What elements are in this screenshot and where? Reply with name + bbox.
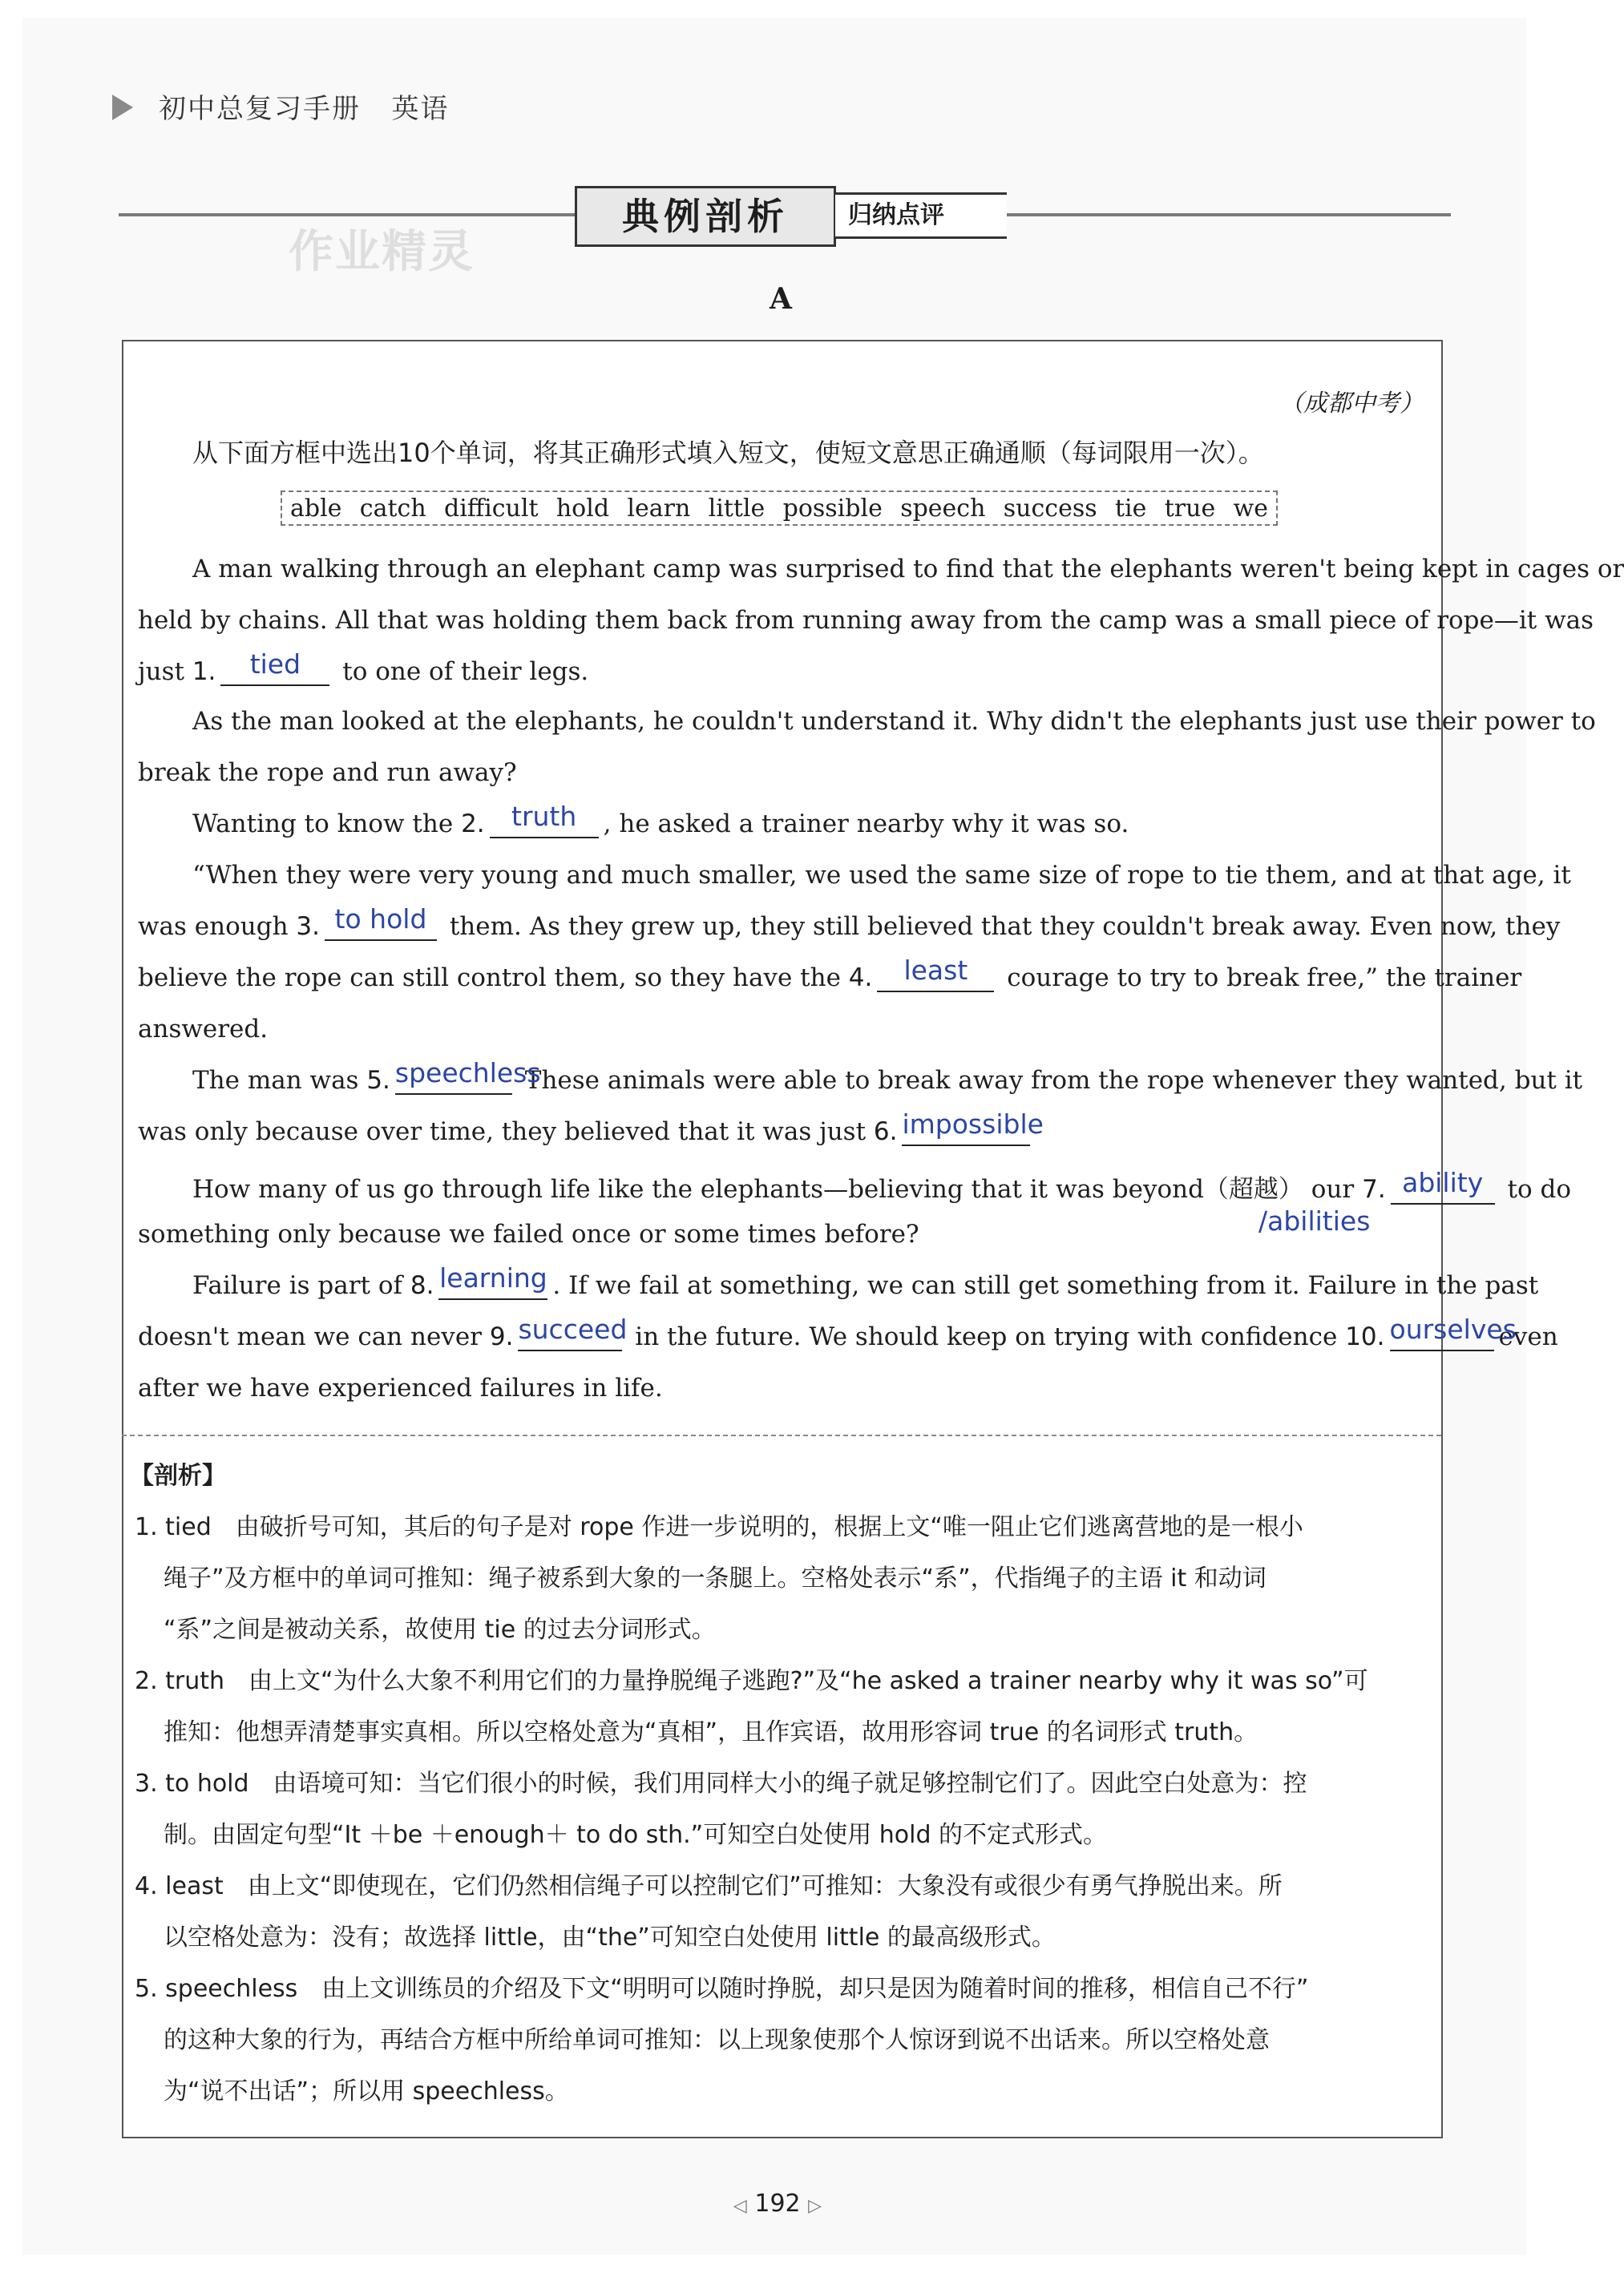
analysis-line: 推知：他想弄清楚事实真相。所以空格处意为“真相”，且作宾语，故用形容词 true 的名词形式 truth。 (164, 1718, 1258, 1746)
analysis-line: 4. least 由上文“即使现在，它们仍然相信绳子可以控制它们”可推知：大象没有或很少有勇气挣脱出来。所 (135, 1872, 1283, 1900)
section-subtitle: 归纳点评 (835, 192, 1007, 239)
passage-line: Wanting to know the 2. truth , he asked a trainer nearby why it was so. (192, 801, 1129, 838)
passage-line: doesn't mean we can never 9. succeed in the future. We should keep on trying with confidence 10. ourselves even (138, 1314, 1558, 1351)
answer-text: succeed (518, 1314, 628, 1345)
answer-text: ability (1402, 1167, 1484, 1198)
watermark: 作业精灵 (289, 226, 475, 278)
answer-text: speechless (394, 1057, 541, 1088)
word-bank-item: difficult (444, 494, 539, 523)
blank-number: 7. (1362, 1175, 1386, 1204)
answer-blank (1391, 1167, 1495, 1205)
word-bank-item: learn (627, 494, 691, 523)
word-bank-item: catch (359, 494, 426, 523)
instruction: 从下面方框中选出10个单词，将其正确形式填入短文，使短文意思正确通顺（每词限用一次）。 (192, 438, 1264, 468)
passage-line: The man was 5. speechless These animals were able to break away from the rope whenever they wanted, but it (192, 1057, 1583, 1095)
blank-number: 6. (873, 1117, 898, 1146)
answer-text: ourselves (1389, 1314, 1517, 1345)
play-arrow-icon (112, 95, 133, 120)
analysis-line: 5. speechless 由上文训练员的介绍及下文“明明可以随时挣脱，却只是因为随着时间的推移，相信自己不行” (135, 1975, 1309, 2003)
answer-text: to hold (334, 903, 427, 935)
blank-number: 1. (192, 657, 216, 686)
blank-number: 9. (489, 1322, 514, 1351)
answer-blank (518, 1314, 628, 1351)
answer-text: least (903, 955, 968, 986)
analysis-line: 的这种大象的行为，再结合方框中所给单词可推知：以上现象使那个人惊讶到说不出话来。所以空格处意 (164, 2026, 1270, 2054)
passage-line: answered. (138, 1015, 269, 1044)
blank-number: 2. (461, 809, 485, 838)
passage-line: “When they were very young and much smaller, we used the same size of rope to tie them, and at that age, it (192, 861, 1571, 890)
page-footer (705, 2190, 850, 2218)
analysis-title: 【剖析】 (130, 1462, 226, 1490)
passage-line: held by chains. All that was holding them back from running away from the camp was a small piece of rope—it was (138, 606, 1594, 635)
answer-text: learning (439, 1262, 547, 1294)
header-rule-right (994, 213, 1451, 216)
blank-number: 8. (410, 1271, 434, 1300)
answer-text-alt: /abilities (1258, 1205, 1371, 1237)
answer-blank (325, 903, 437, 941)
blank-number: 3. (296, 912, 320, 941)
word-bank-item: tie (1114, 494, 1147, 523)
word-bank-item: possible (782, 494, 883, 523)
passage-line: Failure is part of 8. learning . If we fail at something, we can still get something from it. Failure in the past (192, 1262, 1539, 1300)
answer-text: truth (511, 801, 577, 832)
passage-line: something only because we failed once or some times before? (138, 1220, 919, 1249)
running-header (120, 87, 449, 126)
answer-text: tied (249, 648, 301, 680)
blank-number: 5. (366, 1066, 390, 1095)
analysis-line: 绳子”及方框中的单词可推知：绳子被系到大象的一条腿上。空格处表示“系”，代指绳子的主语 it 和动词 (164, 1564, 1266, 1593)
section-label: A (770, 282, 792, 316)
answer-blank (220, 648, 329, 686)
passage-line: believe the rope can still control them, so they have the 4. least courage to try to break free,” the trainer (138, 955, 1522, 992)
word-bank-item: able (290, 494, 342, 523)
answer-blank (902, 1108, 1044, 1146)
answer-blank (1389, 1314, 1517, 1351)
word-bank-item: little (708, 494, 766, 523)
analysis-line: 1. tied 由破折号可知，其后的句子是对 rope 作进一步说明的，根据上文“唯一阻止它们逃离营地的是一根小 (135, 1513, 1303, 1541)
blank-number: 4. (848, 963, 873, 992)
word-bank-item: true (1164, 494, 1216, 523)
analysis-line: 以空格处意为：没有；故选择 little，由“the”可知空白处使用 little 的最高级形式。 (164, 1924, 1056, 1952)
analysis-line: 2. truth 由上文“为什么大象不利用它们的力量挣脱绳子逃跑?”及“he asked a trainer nearby why it was so”可 (135, 1667, 1368, 1695)
prev-page-icon: ◁ (733, 2196, 747, 2216)
word-bank (281, 491, 1278, 526)
passage-line: just 1. tied to one of their legs. (138, 648, 589, 686)
book-title: 初中总复习手册 (159, 93, 361, 125)
source-note: （成都中考） (1279, 390, 1424, 418)
passage-line: A man walking through an elephant camp was surprised to find that the elephants weren't being kept in cages or (192, 555, 1624, 583)
word-bank-item: hold (555, 494, 610, 523)
answer-blank (490, 801, 599, 838)
passage-line: How many of us go through life like the elephants—believing that it was beyond（超越） our 7. ability to do (192, 1167, 1572, 1204)
answer-blank (877, 955, 994, 992)
passage-line: was only because over time, they believed that it was just 6. impossible (138, 1108, 1044, 1146)
next-page-icon: ▷ (808, 2196, 822, 2216)
analysis-line: 制。由固定句型“It ＋be ＋enough＋ to do sth.”可知空白处使用 hold 的不定式形式。 (164, 1821, 1108, 1849)
passage-line: was enough 3. to hold them. As they grew up, they still believed that they couldn't break away. Even now, they (138, 903, 1561, 941)
word-bank-item: we (1233, 494, 1268, 523)
answer-blank (438, 1262, 547, 1300)
section-divider (122, 1435, 1441, 1436)
blank-number: 10. (1345, 1322, 1385, 1351)
subject-label: 英语 (391, 93, 450, 125)
passage-line: break the rope and run away? (138, 758, 517, 787)
analysis-line: 3. to hold 由语境可知：当它们很小的时候，我们用同样大小的绳子就足够控制它们了。因此空白处意为：控 (135, 1770, 1307, 1798)
analysis-line: 为“说不出话”；所以用 speechless。 (164, 2077, 569, 2105)
analysis-line: “系”之间是被动关系，故使用 tie 的过去分词形式。 (164, 1616, 716, 1644)
answer-text: impossible (902, 1108, 1044, 1140)
section-banner: 典例剖析 (575, 186, 836, 247)
answer-blank (394, 1057, 541, 1095)
passage-line: As the man looked at the elephants, he couldn't understand it. Why didn't the elephants just use their power to (192, 707, 1596, 736)
word-bank-item: speech (900, 494, 986, 523)
page-number: 192 (754, 2190, 801, 2218)
passage-line: after we have experienced failures in life. (138, 1374, 663, 1403)
word-bank-item: success (1003, 494, 1097, 523)
